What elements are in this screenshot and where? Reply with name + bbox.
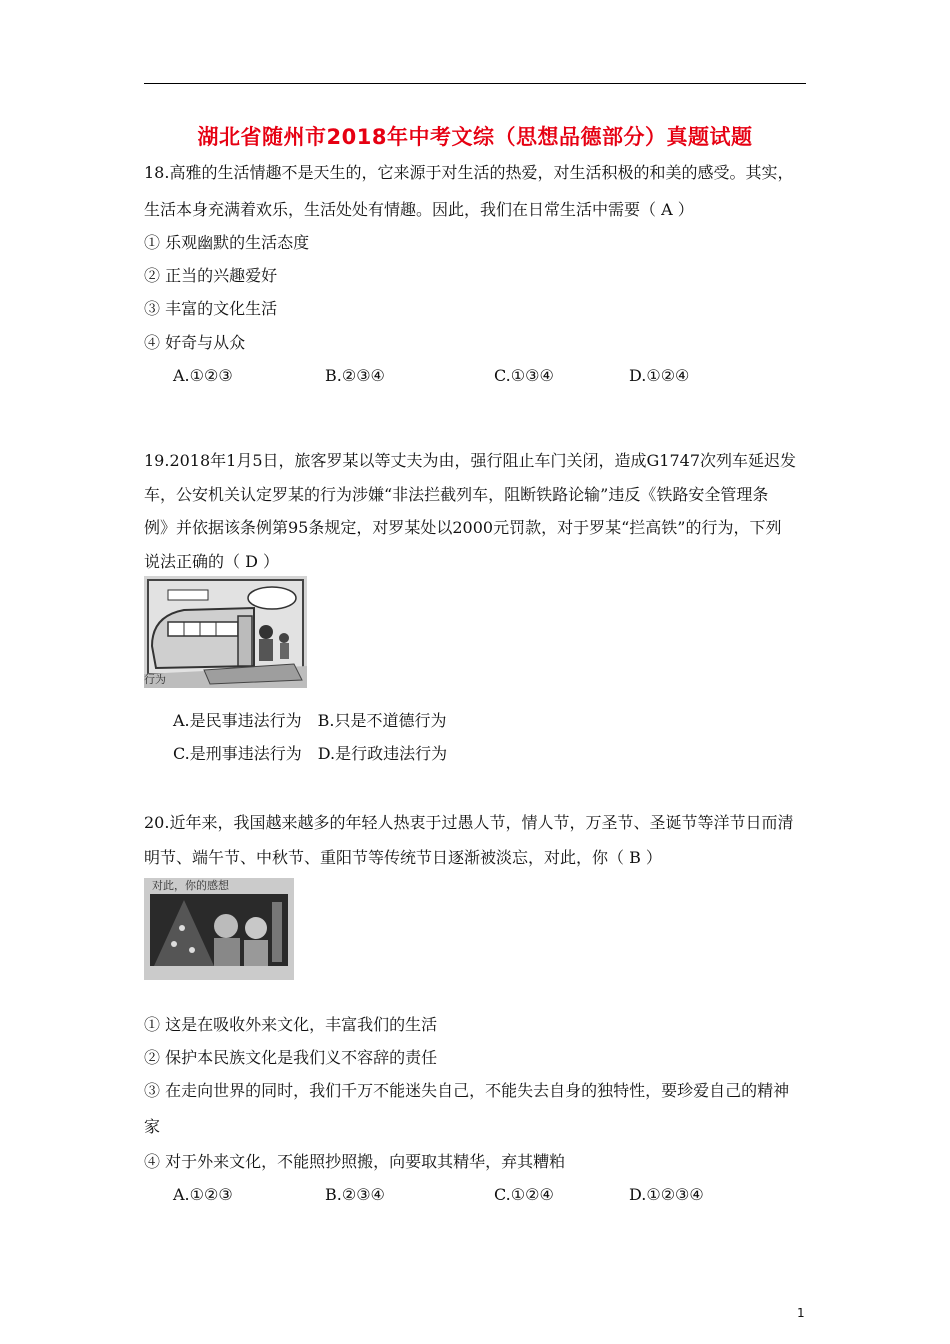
q20-stem-line-2: 明节、端午节、中秋节、重阳节等传统节日逐渐被淡忘，对此，你（ B ） — [144, 848, 662, 867]
page-number: 1 — [797, 1306, 805, 1320]
q20-item-4: ④ 对于外来文化，不能照抄照搬，向要取其精华，弃其糟粕 — [144, 1152, 566, 1171]
q18-item-3: ③ 丰富的文化生活 — [144, 299, 278, 318]
q19-options-row-2: C.是刑事违法行为 D.是行政违法行为 — [173, 744, 448, 763]
q18-item-2: ② 正当的兴趣爱好 — [144, 266, 278, 285]
q20-item-3: ③ 在走向世界的同时，我们千万不能迷失自己，不能失去自身的独特性，要珍爱自己的精神 — [144, 1081, 790, 1100]
festival-photo-image — [144, 878, 294, 980]
q18-option-a: A.①②③ — [173, 366, 233, 385]
q20-item-2: ② 保护本民族文化是我们义不容辞的责任 — [144, 1048, 438, 1067]
festival-image-caption: 对此，你的感想 — [152, 879, 229, 892]
q20-item-3-continued: 家 — [144, 1117, 161, 1136]
q19-options-row-1: A.是民事违法行为 B.只是不道德行为 — [173, 711, 447, 730]
q20-option-b: B.②③④ — [325, 1185, 385, 1204]
page-title: 湖北省随州市2018年中考文综（思想品德部分）真题试题 — [197, 125, 753, 149]
q18-stem-line-1: 18.高雅的生活情趣不是天生的，它来源于对生活的热爱，对生活积极的和美的感受。其实， — [144, 163, 794, 182]
q19-stem-line-4: 说法正确的（ D ） — [144, 552, 280, 571]
q19-stem-line-2: 车，公安机关认定罗某的行为涉嫌“非法拦截列车，阻断铁路论输”违反《铁路安全管理条 — [144, 485, 769, 504]
header-rule — [144, 83, 806, 84]
train-cartoon-image — [144, 576, 307, 688]
festival-photo-drawing — [144, 878, 294, 980]
q19-stem-line-1: 19.2018年1月5日，旅客罗某以等丈夫为由，强行阻止车门关闭，造成G1747次列车延迟发 — [144, 451, 797, 470]
q20-option-d: D.①②③④ — [629, 1185, 704, 1204]
q18-stem-line-2: 生活本身充满着欢乐，生活处处有情趣。因此，我们在日常生活中需要（ A ） — [144, 200, 694, 219]
q20-stem-line-1: 20.近年来，我国越来越多的年轻人热衷于过愚人节，情人节，万圣节、圣诞节等洋节日而清 — [144, 813, 794, 832]
train-cartoon-drawing — [144, 576, 307, 688]
q20-item-1: ① 这是在吸收外来文化，丰富我们的生活 — [144, 1015, 438, 1034]
q19-stem-line-3: 例》并依据该条例第95条规定，对罗某处以2000元罚款，对于罗某“拦高铁”的行为，下列 — [144, 518, 782, 537]
q18-option-d: D.①②④ — [629, 366, 690, 385]
q18-option-b: B.②③④ — [325, 366, 385, 385]
q18-option-c: C.①③④ — [494, 366, 554, 385]
q18-item-1: ① 乐观幽默的生活态度 — [144, 233, 310, 252]
train-image-caption: 行为 — [144, 673, 166, 686]
q18-item-4: ④ 好奇与从众 — [144, 333, 246, 352]
q20-option-a: A.①②③ — [173, 1185, 233, 1204]
q20-option-c: C.①②④ — [494, 1185, 554, 1204]
